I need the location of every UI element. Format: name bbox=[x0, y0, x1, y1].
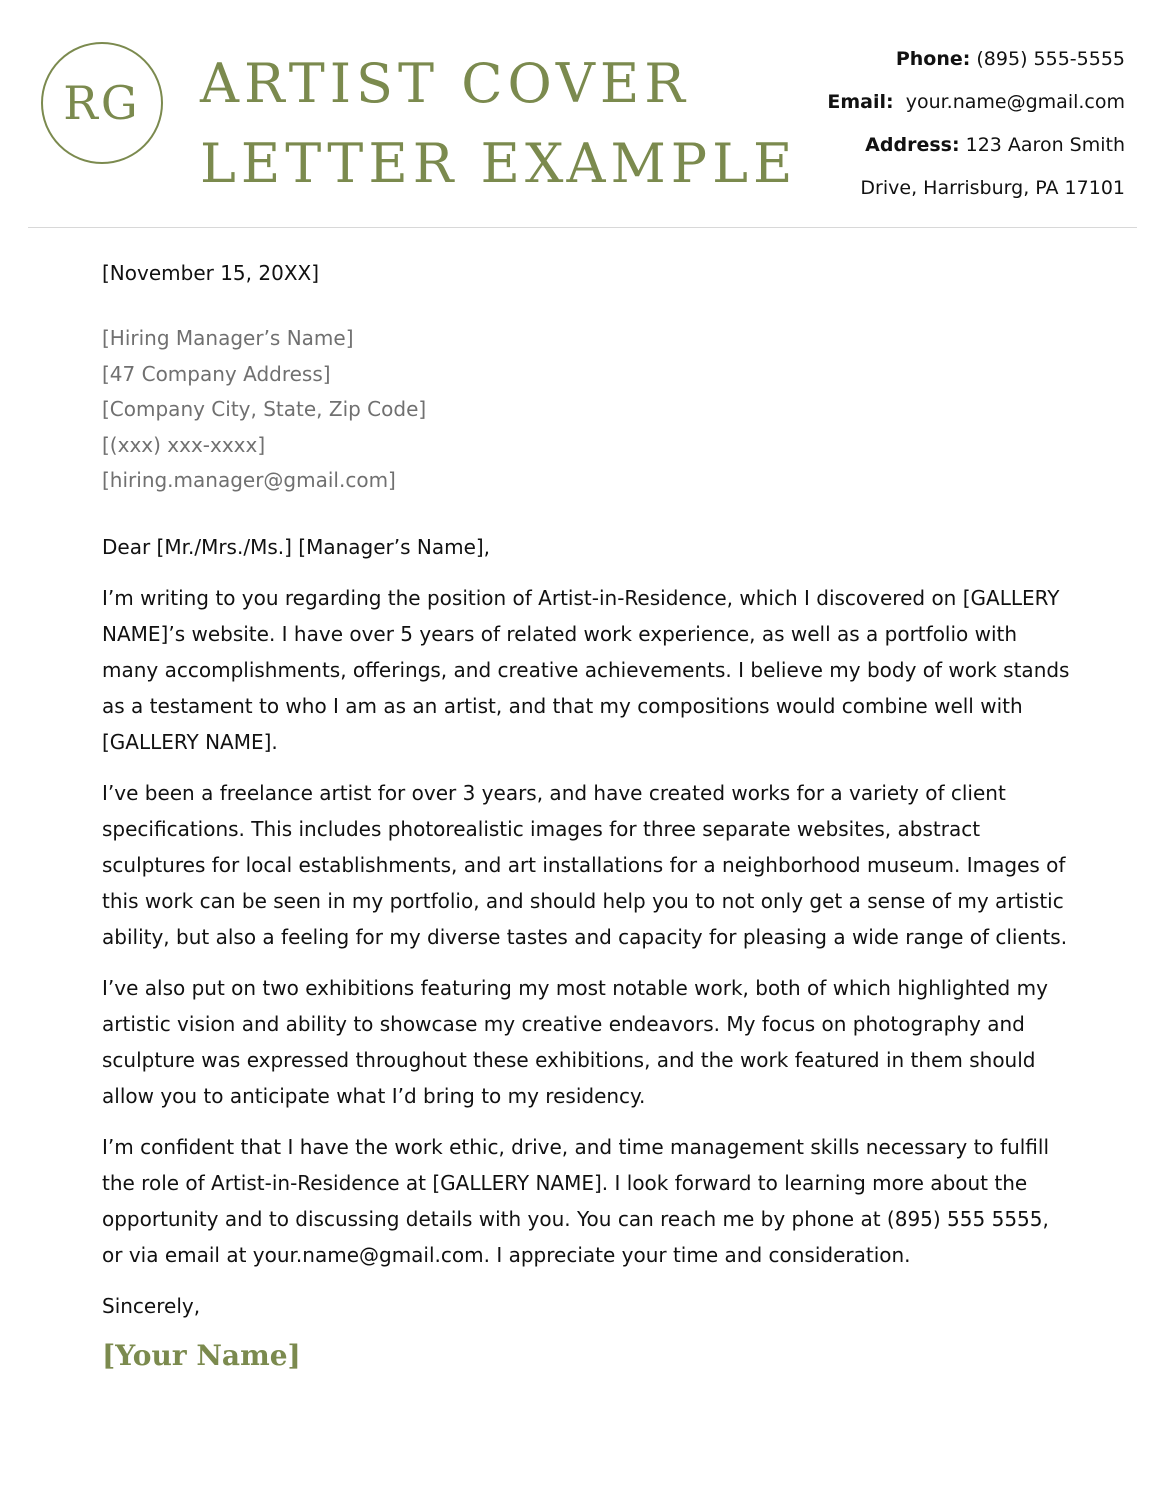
recipient-block bbox=[102, 321, 1072, 499]
letter-header bbox=[0, 0, 1166, 228]
recipient-name: [Hiring Manager’s Name] bbox=[102, 326, 354, 350]
phone-value: (895) 555-5555 bbox=[976, 48, 1125, 70]
address-line-1: 123 Aaron Smith bbox=[965, 134, 1125, 156]
email-label: Email: bbox=[827, 91, 894, 113]
title-line-1: ARTIST COVER bbox=[200, 52, 690, 115]
contact-address-line-2: Drive, Harrisburg, PA 17101 bbox=[860, 177, 1125, 199]
body-paragraph: I’m confident that I have the work ethic, drive, and time management skills necessary to fulfill the role of Artist-in-Residence at [GALLERY NAME]. I look forward to learning more about the opportunity and to discussing details with you. You can reach me by phone at (895) 555 5555, or via email at your.name@gmail.com. I appreciate your time and consideration. bbox=[102, 1134, 1050, 1267]
header-divider bbox=[28, 227, 1137, 228]
recipient-phone: [(xxx) xxx-xxxx] bbox=[102, 432, 266, 457]
body-paragraph: I’ve also put on two exhibitions featuring my most notable work, both of which highlighted my artistic vision and ability to showcase my creative endeavors. My focus on photography and sculpture was expressed throughout these exhibitions, and the work featured in them should allow you to anticipate what I’d bring to my residency. bbox=[102, 975, 1048, 1108]
letter-body bbox=[102, 255, 1072, 1376]
recipient-email: [hiring.manager@gmail.com] bbox=[102, 468, 396, 492]
email-value: your.name@gmail.com bbox=[905, 91, 1125, 113]
contact-info bbox=[795, 38, 1125, 210]
contact-phone bbox=[795, 38, 1125, 81]
monogram-logo: RG bbox=[41, 42, 163, 164]
page-title bbox=[200, 44, 800, 204]
contact-address bbox=[795, 124, 1125, 167]
letter-date: [November 15, 20XX] bbox=[102, 261, 320, 285]
contact-email bbox=[795, 81, 1125, 124]
salutation: Dear [Mr./Mrs./Ms.] [Manager’s Name], bbox=[102, 534, 491, 559]
body-paragraph: I’ve been a freelance artist for over 3 years, and have created works for a variety of client specifications. This includes photorealistic images for three separate websites, abstract sculptures for local establishments, and art installations for a neighborhood museum. Images of this work can be seen in my portfolio, and should help you to not only get a sense of my artistic ability, but also a feeling for my diverse tastes and capacity for pleasing a wide range of clients. bbox=[102, 780, 1068, 949]
closing: Sincerely, bbox=[102, 1293, 201, 1318]
recipient-address: [47 Company Address] bbox=[102, 361, 331, 386]
address-label: Address: bbox=[865, 134, 960, 156]
title-line-2: LETTER EXAMPLE bbox=[200, 132, 798, 195]
phone-label: Phone: bbox=[895, 48, 971, 70]
body-paragraph: I’m writing to you regarding the position of Artist-in-Residence, which I discovered on [GALLERY NAME]’s website. I have over 5 years of related work experience, as well as a portfolio with many accomplishments, offerings, and creative achievements. I believe my body of work stands as a testament to who I am as an artist, and that my compositions would combine well with [GALLERY NAME]. bbox=[102, 585, 1070, 754]
recipient-city: [Company City, State, Zip Code] bbox=[102, 397, 427, 421]
signature-name: [Your Name] bbox=[102, 1338, 301, 1372]
